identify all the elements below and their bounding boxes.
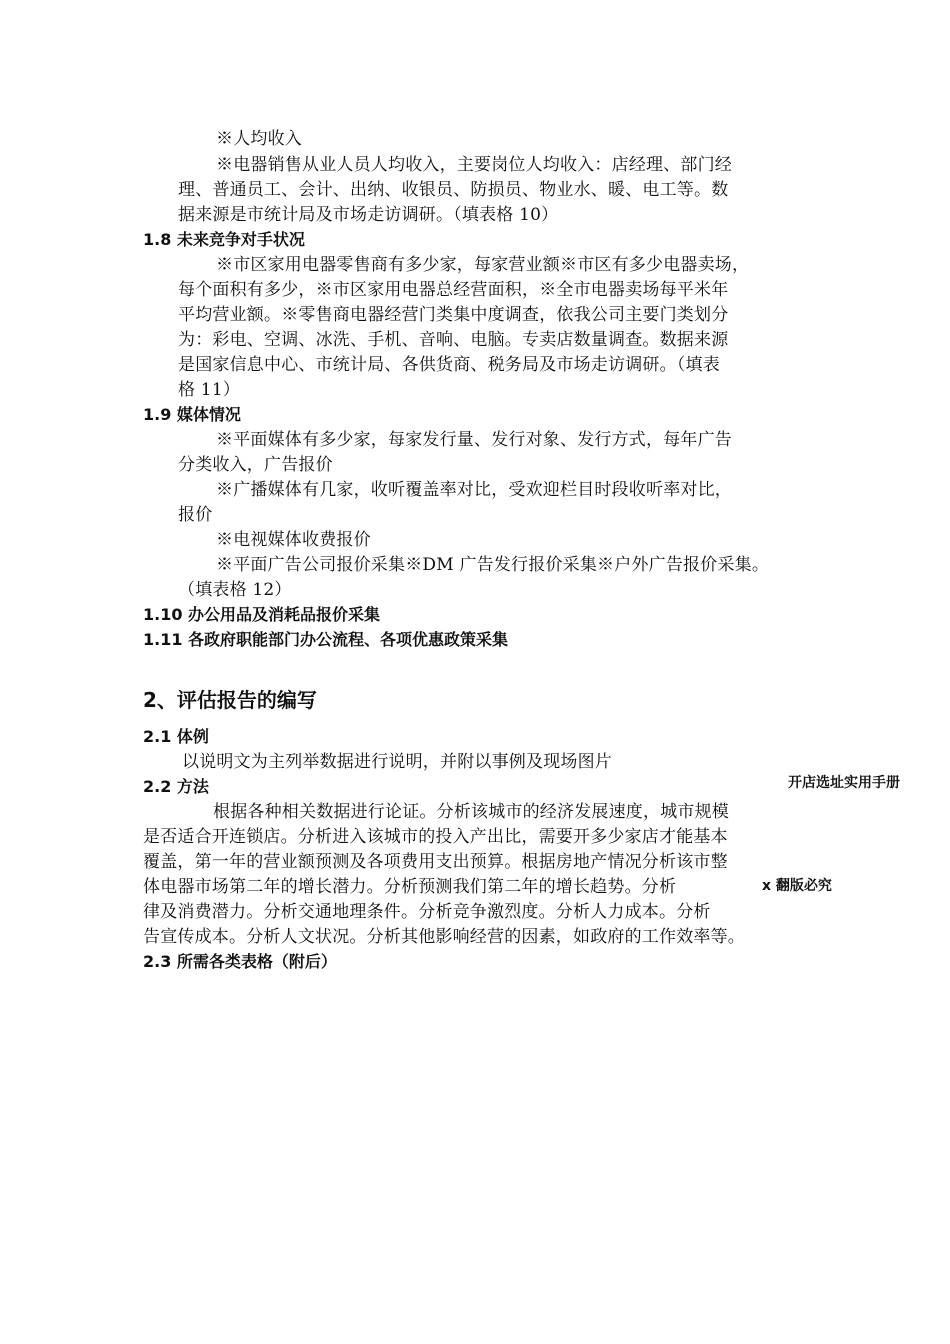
s18-line-3: 平均营业额。※零售商电器经营门类集中度调查，依我公司主要门类划分 xyxy=(178,305,729,325)
manual-title-label: 开店选址实用手册 xyxy=(788,775,900,791)
s19-line-5: ※电视媒体收费报价 xyxy=(216,530,371,550)
s19-line-2: 分类收入，广告报价 xyxy=(178,455,333,475)
s22-line-3: 覆盖，第一年的营业额预测及各项费用支出预算。根据房地产情况分析该市整 xyxy=(143,852,728,872)
heading-1-9: 1.9 媒体情况 xyxy=(143,405,241,424)
s22-line-1: 根据各种相关数据进行论证。分析该城市的经济发展速度，城市规模 xyxy=(213,802,729,822)
copyright-notice: x 翻版必究 xyxy=(762,878,832,894)
s22-line-6: 告宣传成本。分析人文状况。分析其他影响经营的因素，如政府的工作效率等。 xyxy=(143,927,745,947)
heading-1-8: 1.8 未来竞争对手状况 xyxy=(143,230,305,249)
heading-2-3: 2.3 所需各类表格（附后） xyxy=(143,952,337,971)
heading-section-2: 2、评估报告的编写 xyxy=(143,688,317,712)
s18-line-4: 为：彩电、空调、冰洗、手机、音响、电脑。专卖店数量调查。数据来源 xyxy=(178,330,729,350)
s18-line-6: 格 11） xyxy=(178,380,241,400)
heading-1-10: 1.10 办公用品及消耗品报价采集 xyxy=(143,605,381,624)
income-line-2: ※电器销售从业人员人均收入，主要岗位人均收入：店经理、部门经 xyxy=(216,155,732,175)
heading-2-1: 2.1 体例 xyxy=(143,727,209,746)
s19-line-7: （填表格 12） xyxy=(178,580,292,600)
s18-line-2: 每个面积有多少，※市区家用电器总经营面积，※全市电器卖场每平米年 xyxy=(178,280,729,300)
heading-1-11: 1.11 各政府职能部门办公流程、各项优惠政策采集 xyxy=(143,630,509,649)
s18-line-5: 是国家信息中心、市统计局、各供货商、税务局及市场走访调研。（填表 xyxy=(178,355,720,375)
s22-line-2: 是否适合开连锁店。分析进入该城市的投入产出比，需要开多少家店才能基本 xyxy=(143,827,728,847)
s22-line-5: 律及消费潜力。分析交通地理条件。分析竞争激烈度。分析人力成本。分析 xyxy=(143,902,711,922)
s19-line-1: ※平面媒体有多少家，每家发行量、发行对象、发行方式，每年广告 xyxy=(216,430,732,450)
s21-line: 以说明文为主列举数据进行说明，并附以事例及现场图片 xyxy=(182,752,612,772)
income-line-3: 理、普通员工、会计、出纳、收银员、防损员、物业水、暖、电工等。数 xyxy=(178,180,729,200)
s18-line-1: ※市区家用电器零售商有多少家，每家营业额※市区有多少电器卖场， xyxy=(216,255,750,275)
s22-line-4: 体电器市场第二年的增长潜力。分析预测我们第二年的增长趋势。分析 xyxy=(143,877,677,897)
income-line-1: ※人均收入 xyxy=(216,129,302,149)
heading-2-2: 2.2 方法 xyxy=(143,777,209,796)
s19-line-6: ※平面广告公司报价采集※DM 广告发行报价采集※户外广告报价采集。 xyxy=(216,555,770,575)
income-line-4: 据来源是市统计局及市场走访调研。（填表格 10） xyxy=(178,205,559,225)
s19-line-4: 报价 xyxy=(178,505,213,525)
s19-line-3: ※广播媒体有几家，收听覆盖率对比，受欢迎栏目时段收听率对比， xyxy=(216,480,732,500)
